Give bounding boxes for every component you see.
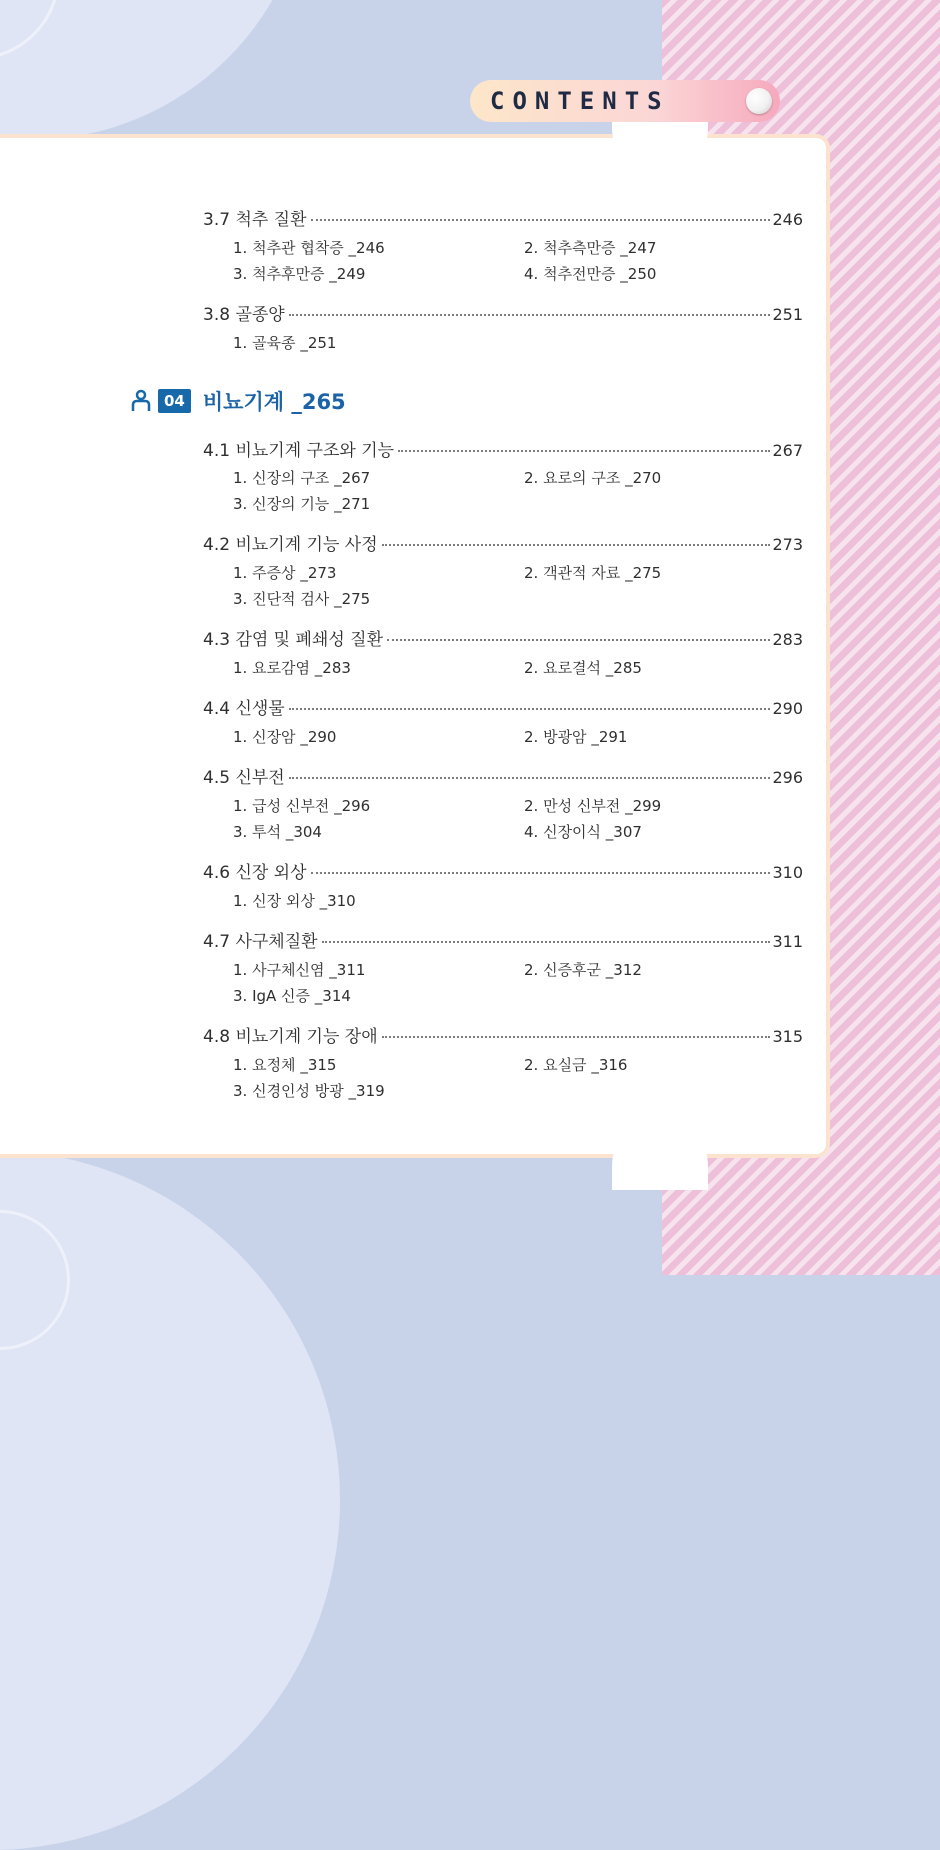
leader-dots <box>311 872 771 874</box>
section-title: 4.1 비뇨기계 구조와 기능 <box>203 441 395 461</box>
section-page: 267 <box>772 441 803 460</box>
person-icon <box>130 389 152 413</box>
toc-section[interactable] <box>203 1022 803 1047</box>
leader-dots <box>387 639 770 641</box>
chapter-heading[interactable] <box>130 386 346 416</box>
toc-section[interactable] <box>203 763 803 788</box>
contents-title: CONTENTS <box>490 87 670 115</box>
toc-item[interactable]: 2. 요로결석 _285 <box>524 659 642 677</box>
section-page: 296 <box>772 768 803 787</box>
contents-header <box>470 80 780 122</box>
toc-section[interactable] <box>203 300 803 325</box>
leader-dots <box>311 219 771 221</box>
toc-section[interactable] <box>203 927 803 952</box>
section-page: 310 <box>772 863 803 882</box>
toc-item[interactable]: 3. 투석 _304 <box>233 823 322 841</box>
toc-item[interactable]: 1. 신장의 구조 _267 <box>233 469 371 487</box>
background-circle-top <box>0 0 310 140</box>
section-title: 4.2 비뇨기계 기능 사정 <box>203 535 378 555</box>
toc-item[interactable]: 1. 신장암 _290 <box>233 728 337 746</box>
leader-dots <box>322 941 771 943</box>
leader-dots <box>289 777 771 779</box>
toc-item[interactable]: 3. IgA 신증 _314 <box>233 987 351 1005</box>
toc-item[interactable]: 1. 주증상 _273 <box>233 564 337 582</box>
toc-section[interactable] <box>203 205 803 230</box>
toc-item[interactable]: 3. 척추후만증 _249 <box>233 265 366 283</box>
section-page: 283 <box>772 630 803 649</box>
chapter-number: 04 <box>158 389 191 413</box>
toc-item[interactable]: 1. 사구체신염 _311 <box>233 961 366 979</box>
section-page: 315 <box>772 1027 803 1046</box>
toc-item[interactable]: 3. 진단적 검사 _275 <box>233 590 371 608</box>
leader-dots <box>289 314 771 316</box>
toc-item[interactable]: 1. 요로감염 _283 <box>233 659 351 677</box>
toc-section[interactable] <box>203 625 803 650</box>
toc-item[interactable]: 1. 골육종 _251 <box>233 334 337 352</box>
leader-dots <box>382 1036 771 1038</box>
section-title: 4.3 감염 및 폐쇄성 질환 <box>203 630 384 650</box>
leader-dots <box>289 708 771 710</box>
pearl-icon <box>746 88 772 114</box>
chapter-title: 비뇨기계 _265 <box>202 390 346 414</box>
section-page: 311 <box>772 932 803 951</box>
section-title: 3.8 골종양 <box>203 305 285 325</box>
toc-item[interactable]: 1. 요정체 _315 <box>233 1056 337 1074</box>
section-title: 4.6 신장 외상 <box>203 863 307 883</box>
leader-dots <box>398 450 770 452</box>
toc-item[interactable]: 2. 척추측만증 _247 <box>524 239 657 257</box>
toc-item[interactable]: 2. 방광암 _291 <box>524 728 628 746</box>
section-page: 251 <box>772 305 803 324</box>
section-page: 246 <box>772 210 803 229</box>
toc-section[interactable] <box>203 436 803 461</box>
section-page: 273 <box>772 535 803 554</box>
toc-item[interactable]: 2. 요로의 구조 _270 <box>524 469 662 487</box>
toc-item[interactable]: 3. 신경인성 방광 _319 <box>233 1082 385 1100</box>
section-page: 290 <box>772 699 803 718</box>
toc-section[interactable] <box>203 530 803 555</box>
toc-item[interactable]: 3. 신장의 기능 _271 <box>233 495 371 513</box>
toc-item[interactable]: 2. 요실금 _316 <box>524 1056 628 1074</box>
toc-item[interactable]: 2. 객관적 자료 _275 <box>524 564 662 582</box>
toc-item[interactable]: 2. 만성 신부전 _299 <box>524 797 662 815</box>
toc-section[interactable] <box>203 694 803 719</box>
toc-item[interactable]: 1. 급성 신부전 _296 <box>233 797 371 815</box>
section-title: 4.5 신부전 <box>203 768 285 788</box>
section-title: 4.4 신생물 <box>203 699 285 719</box>
toc-item[interactable]: 1. 척추관 협착증 _246 <box>233 239 385 257</box>
toc-item[interactable]: 4. 척추전만증 _250 <box>524 265 657 283</box>
toc-item[interactable]: 4. 신장이식 _307 <box>524 823 642 841</box>
section-title: 4.7 사구체질환 <box>203 932 318 952</box>
toc-item[interactable]: 2. 신증후군 _312 <box>524 961 642 979</box>
leader-dots <box>382 544 771 546</box>
section-title: 3.7 척추 질환 <box>203 210 307 230</box>
toc-item[interactable]: 1. 신장 외상 _310 <box>233 892 356 910</box>
toc-section[interactable] <box>203 858 803 883</box>
section-title: 4.8 비뇨기계 기능 장애 <box>203 1027 378 1047</box>
